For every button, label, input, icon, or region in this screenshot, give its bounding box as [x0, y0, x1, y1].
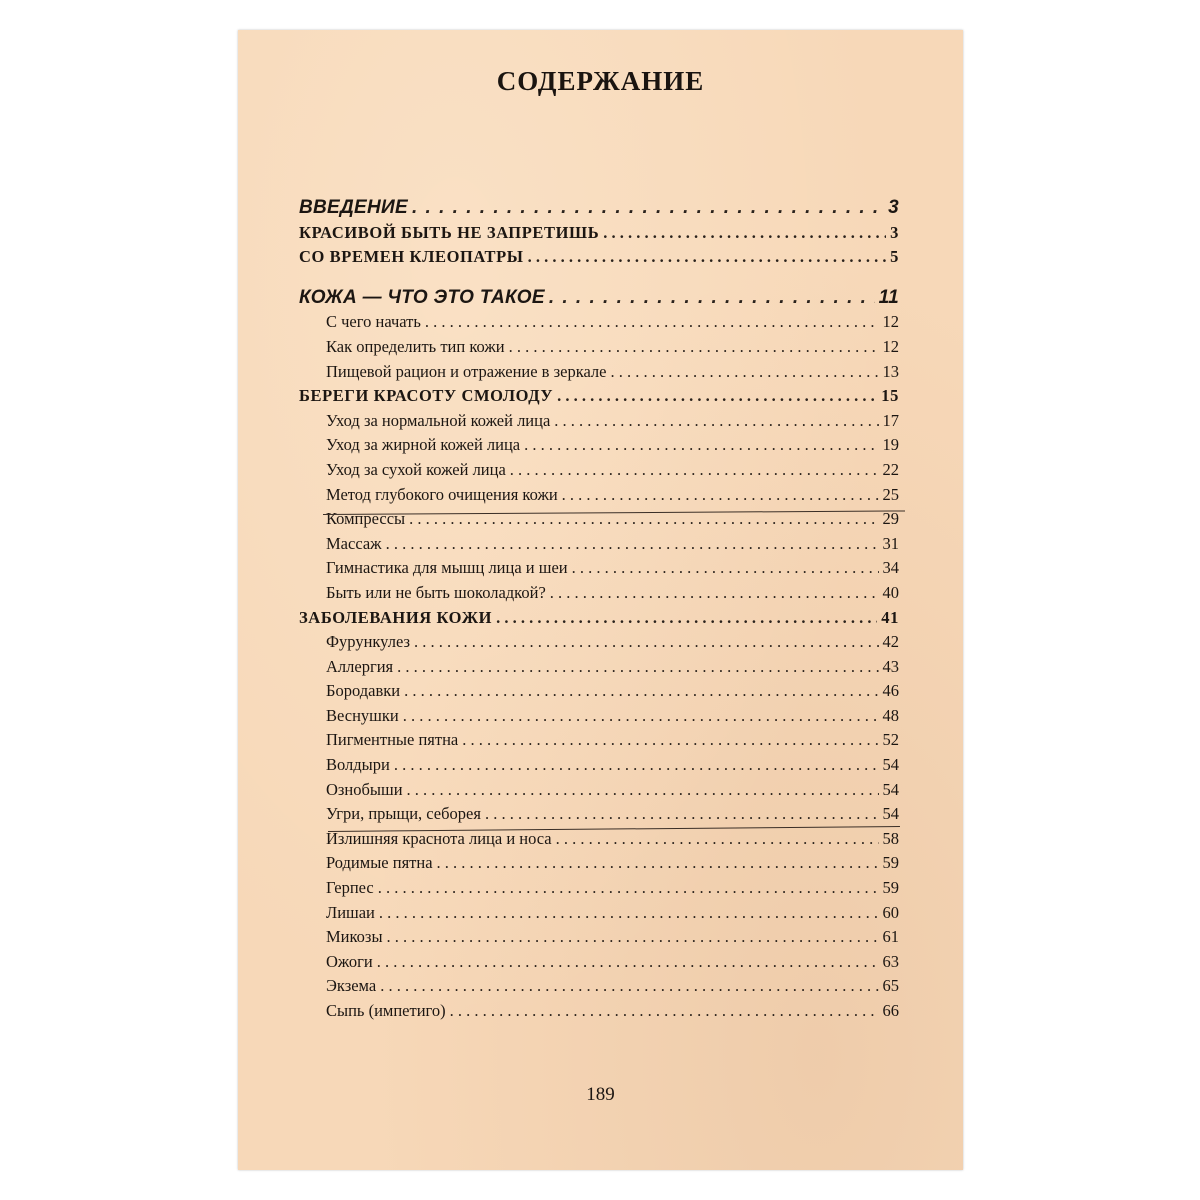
toc-entry-page: 66 [882, 1001, 899, 1020]
toc-entry-section [299, 458, 899, 483]
toc-leader-dots [562, 483, 879, 508]
toc-entry-title: Лишаи [326, 902, 375, 922]
toc-entry-section [299, 778, 899, 803]
toc-entry-title: Уход за нормальной кожей лица [326, 410, 551, 430]
toc-leader-dots [386, 532, 879, 557]
toc-entry-title: Как определить тип кожи [326, 336, 505, 356]
toc-entry-page: 41 [881, 607, 899, 627]
toc-entry-title: Гимнастика для мышц лица и шеи [326, 558, 568, 578]
page-title: СОДЕРЖАНИЕ [496, 66, 705, 96]
toc-entry-part [299, 286, 899, 311]
toc-entry-title: Микозы [326, 927, 383, 947]
toc-entry-page: 3 [888, 197, 899, 218]
toc-leader-dots [403, 704, 879, 729]
toc-entry-title: Бородавки [326, 681, 401, 701]
toc-leader-dots [380, 974, 878, 999]
toc-entry-page: 48 [882, 705, 899, 725]
toc-entry-title: Экзема [326, 976, 377, 996]
table-of-contents [299, 196, 899, 1024]
toc-entry-section [299, 360, 899, 385]
section-gap [299, 270, 899, 286]
toc-entry-page: 65 [882, 976, 899, 996]
toc-entry-title: Веснушки [326, 705, 399, 725]
page-number: 189 [586, 1084, 615, 1105]
toc-entry-title: С чего начать [326, 312, 421, 332]
toc-leader-dots [572, 556, 879, 581]
toc-entry-title: КОЖА — ЧТО ЭТО ТАКОЕ [299, 286, 545, 308]
toc-entry-title: КРАСИВОЙ БЫТЬ НЕ ЗАПРЕТИШЬ [299, 222, 600, 242]
toc-entry-page: 11 [878, 286, 899, 308]
toc-entry-section [299, 999, 899, 1024]
toc-entry-section [299, 950, 899, 975]
toc-entry-title: СО ВРЕМЕН КЛЕОПАТРЫ [299, 247, 524, 267]
toc-entry-page: 43 [882, 656, 899, 676]
toc-entry-section [299, 802, 899, 827]
toc-leader-dots [603, 221, 886, 246]
toc-entry-section [299, 851, 899, 876]
toc-leader-dots [437, 851, 879, 876]
toc-entry-chapter [299, 606, 899, 631]
toc-entry-page: 59 [882, 853, 899, 873]
toc-leader-dots [557, 384, 877, 409]
toc-entry-page: 54 [882, 804, 899, 824]
toc-entry-page: 54 [882, 779, 899, 799]
toc-entry-title: Герпес [326, 878, 374, 898]
toc-entry-section [299, 532, 899, 557]
toc-leader-dots [379, 901, 879, 926]
toc-entry-title: Ознобыши [326, 779, 403, 799]
toc-entry-page: 58 [882, 828, 899, 848]
toc-entry-page: 12 [882, 336, 899, 356]
toc-entry-page: 61 [882, 927, 899, 947]
toc-leader-dots [387, 925, 879, 950]
toc-entry-title: Пищевой рацион и отражение в зеркале [326, 361, 607, 381]
toc-entry-title: Фурункулез [326, 632, 410, 652]
toc-entry-page: 59 [882, 878, 899, 898]
toc-entry-section [299, 704, 899, 729]
toc-leader-dots [485, 802, 879, 827]
toc-entry-title: Сыпь (импетиго) [326, 1001, 446, 1020]
toc-entry-section [299, 728, 899, 753]
toc-entry-page: 42 [882, 632, 899, 652]
toc-leader-dots [524, 433, 878, 458]
toc-leader-dots [462, 728, 878, 753]
toc-leader-dots [377, 950, 879, 975]
toc-entry-title: Пигментные пятна [326, 730, 459, 750]
toc-entry-section [299, 556, 899, 581]
toc-entry-page: 40 [882, 582, 899, 602]
toc-entry-page: 31 [882, 533, 899, 553]
book-page [238, 30, 963, 1170]
toc-entry-page: 3 [890, 222, 899, 242]
toc-entry-title: Угри, прыщи, себорея [326, 804, 481, 824]
toc-entry-section [299, 974, 899, 999]
toc-leader-dots [549, 286, 875, 311]
toc-entry-page: 46 [882, 681, 899, 701]
toc-entry-chapter [299, 221, 899, 246]
toc-leader-dots [510, 458, 879, 483]
toc-entry-title: Волдыри [326, 755, 390, 775]
toc-entry-page: 15 [881, 386, 899, 406]
toc-entry-section [299, 925, 899, 950]
toc-entry-section [299, 483, 899, 508]
toc-leader-dots [407, 778, 879, 803]
toc-leader-dots [378, 876, 879, 901]
toc-leader-dots [394, 753, 879, 778]
toc-entry-section [299, 433, 899, 458]
toc-entry-title: Родимые пятна [326, 853, 433, 873]
toc-entry-chapter [299, 245, 899, 270]
toc-entry-title: Аллергия [326, 656, 394, 676]
toc-leader-dots [509, 335, 879, 360]
toc-entry-title: Излишняя краснота лица и носа [326, 828, 552, 848]
toc-entry-section [299, 753, 899, 778]
toc-entry-title: Ожоги [326, 951, 373, 971]
toc-entry-section [299, 630, 899, 655]
toc-entry-section [299, 335, 899, 360]
toc-entry-title: Компрессы [326, 509, 406, 529]
toc-entry-title: Уход за сухой кожей лица [326, 459, 506, 479]
toc-entry-chapter [299, 384, 899, 409]
toc-entry-page: 63 [882, 951, 899, 971]
toc-entry-page: 29 [882, 509, 899, 529]
toc-entry-section [299, 679, 899, 704]
toc-leader-dots [496, 606, 877, 631]
toc-entry-title: ВВЕДЕНИЕ [299, 197, 408, 218]
toc-entry-title: Уход за жирной кожей лица [326, 435, 521, 455]
toc-entry-title: ЗАБОЛЕВАНИЯ КОЖИ [299, 607, 493, 627]
toc-entry-title: БЕРЕГИ КРАСОТУ СМОЛОДУ [299, 386, 554, 406]
toc-leader-dots [412, 196, 884, 221]
toc-entry-title: Метод глубокого очищения кожи [326, 484, 558, 504]
toc-entry-page: 54 [882, 755, 899, 775]
toc-entry-page: 25 [882, 484, 899, 504]
toc-entry-intro [299, 196, 899, 221]
toc-leader-dots [556, 827, 879, 852]
toc-entry-page: 60 [882, 902, 899, 922]
toc-leader-dots [425, 310, 879, 335]
toc-entry-section [299, 655, 899, 680]
toc-entry-page: 22 [882, 459, 899, 479]
toc-leader-dots [414, 630, 879, 655]
toc-entry-page: 19 [882, 435, 899, 455]
toc-entry-page: 17 [882, 410, 899, 430]
toc-leader-dots [528, 245, 887, 270]
toc-leader-dots [550, 581, 879, 606]
toc-entry-page: 34 [882, 558, 899, 578]
toc-entry-section [299, 310, 899, 335]
toc-entry-section [299, 581, 899, 606]
toc-entry-page: 13 [882, 361, 899, 381]
toc-leader-dots [610, 360, 878, 385]
toc-entry-page: 52 [882, 730, 899, 750]
toc-entry-page: 5 [890, 247, 899, 267]
toc-entry-section [299, 409, 899, 434]
toc-leader-dots [397, 655, 878, 680]
toc-leader-dots [404, 679, 878, 704]
toc-leader-dots [554, 409, 878, 434]
toc-entry-title: Массаж [326, 533, 382, 553]
toc-entry-section [299, 876, 899, 901]
toc-entry-page: 12 [882, 312, 899, 332]
toc-entry-section [299, 901, 899, 926]
toc-entry-title: Быть или не быть шоколадкой? [326, 582, 546, 602]
toc-leader-dots [450, 999, 879, 1024]
